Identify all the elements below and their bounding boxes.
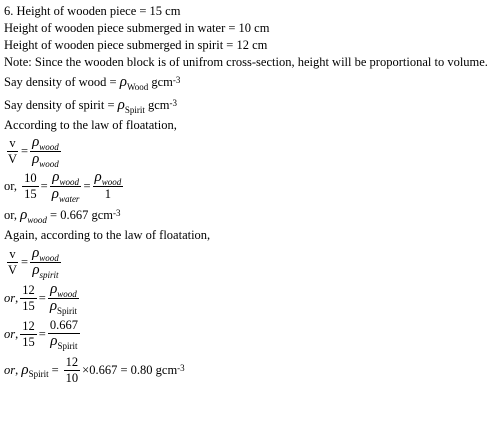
fraction-12-15-b: $\frac{12}{15}$ (22, 318, 35, 349)
say-density-spirit: Say density of spirit = $\rho_{Spirit}$ gcm$^{-3}$ (4, 97, 178, 115)
fraction-wood-water: $\frac{\rho_{wood}}{\rho_{water}}$ (51, 168, 80, 204)
fraction-density-ratio: $\frac{\rho_{wood}}{\rho_{wood}}$ (32, 133, 59, 169)
fraction-wood-1: $\frac{\rho_{wood}}{1}$ (94, 169, 122, 201)
equation-6: or , ρ Spirit = $\frac{12}{10}$ × 0.667 = 0.80 gcm $^{-3}$ (4, 354, 185, 385)
law-statement-1: According to the law of floatation, (4, 118, 177, 132)
law-statement-2: Again, according to the law of floatation, (4, 228, 211, 242)
fraction-wood-Spirit: $\frac{\rho_{wood}}{\rho_{Spirit}}$ (49, 280, 78, 316)
solution-document (4, 3, 502, 388)
equation-4: or , $\frac{12}{15}$ = $\frac{\rho_{wood}}{\rho_{Spirit}}$ (4, 280, 78, 316)
fraction-v-over-V: $\frac{v}{V}$ (8, 135, 18, 166)
equation-1: $\frac{v}{V}$ = $\frac{\rho_{wood}}{\rho_{wood}}$ (8, 133, 59, 169)
fraction-wood-spirit: $\frac{\rho_{wood}}{\rho_{spirit}}$ (32, 244, 59, 280)
fraction-12-10: $\frac{12}{10}$ (65, 354, 79, 385)
note-text: Note: Since the wooden block is of unifrom cross-section, height will be proportional to volume. (4, 55, 488, 69)
equation-5: or , $\frac{12}{15}$ = $\frac{0.667}{\rho_{Spirit}}$ (4, 318, 78, 351)
given-water-height: Height of wooden piece submerged in water = 10 cm (4, 21, 270, 35)
fraction-0667-Spirit: $\frac{0.667}{\rho_{Spirit}}$ (49, 318, 78, 351)
fraction-v-over-V-2: $\frac{v}{V}$ (8, 246, 18, 277)
given-height (4, 3, 502, 20)
result-wood-density: or, $\rho_{wood} = 0.667$ gcm$^{-3}$ (4, 207, 121, 225)
equation-3: $\frac{v}{V}$ = $\frac{\rho_{wood}}{\rho_{spirit}}$ (8, 244, 59, 280)
equation-2: or, $\frac{10}{15}$ = $\frac{\rho_{wood}}{\rho_{water}}$ = $\frac{\rho_{wood}}{1}$ (4, 168, 122, 204)
given-spirit-height: Height of wooden piece submerged in spirit = 12 cm (4, 38, 268, 52)
fraction-10-15: $\frac{10}{15}$ (24, 170, 37, 201)
problem-number: 6. (4, 4, 14, 18)
say-density-wood: Say density of wood = $\rho_{Wood}$ gcm$^{-3}$ (4, 74, 181, 92)
fraction-12-15: $\frac{12}{15}$ (22, 282, 35, 313)
given-height-text: Height of wooden piece = 15 cm (16, 4, 181, 18)
